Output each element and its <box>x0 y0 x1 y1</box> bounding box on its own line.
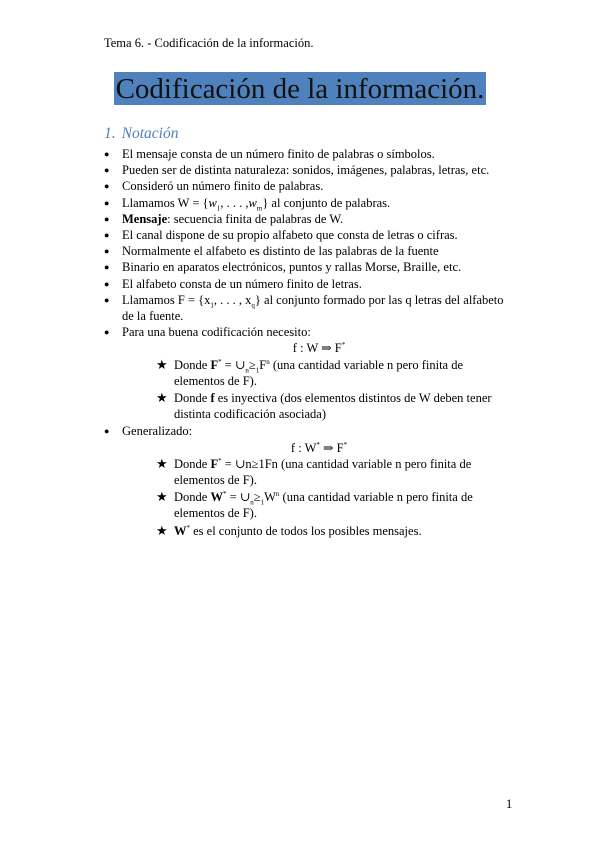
list-item <box>104 324 516 422</box>
superscript: * <box>218 456 222 465</box>
formula <box>122 440 516 456</box>
superscript: * <box>222 490 227 499</box>
bullet-text: El alfabeto consta de un número finito de letras. <box>122 276 362 291</box>
text-fragment: = ∪ <box>226 490 251 505</box>
superscript: n <box>275 490 280 499</box>
text-fragment: (una cantidad variable n pero finita de elementos de F). <box>174 490 473 521</box>
superscript: * <box>343 440 348 449</box>
star-item <box>156 456 516 488</box>
text-fragment: = ∪n≥1Fn (una cantidad variable n pero finita de elementos de F). <box>174 456 472 488</box>
title-wrapper <box>0 72 600 105</box>
list-item <box>104 162 516 178</box>
list-item <box>104 146 516 162</box>
text-fragment: Donde <box>174 391 211 406</box>
list-item <box>104 178 516 194</box>
running-header: Tema 6. - Codificación de la información. <box>104 36 314 50</box>
document-body <box>104 146 516 540</box>
section-number: 1. <box>104 125 116 142</box>
text-fragment: : secuencia finita de palabras de W. <box>167 211 344 226</box>
page-number: 1 <box>506 797 513 811</box>
list-item <box>104 227 516 243</box>
text-fragment: W <box>264 490 276 505</box>
text-fragment: Donde <box>174 490 211 505</box>
section-heading <box>104 125 178 143</box>
star-list <box>156 456 516 539</box>
text-fragment: Donde <box>174 456 211 471</box>
list-item <box>104 211 516 227</box>
list-item <box>104 243 516 259</box>
list-item <box>104 195 516 211</box>
list-item <box>104 276 516 292</box>
bold-term: W <box>174 523 187 538</box>
section-title: Notación <box>121 125 179 142</box>
math-var: w <box>208 195 217 210</box>
list-item <box>104 292 516 324</box>
superscript: n <box>266 357 270 366</box>
star-item <box>156 489 516 521</box>
bullet-list <box>104 146 516 539</box>
subscript: m <box>256 204 263 213</box>
star-item <box>156 357 516 389</box>
bullet-text: Para una buena codificación necesito: <box>122 325 311 340</box>
subscript: 1 <box>216 204 221 213</box>
text-fragment: es el conjunto de todos los posibles mensajes. <box>190 523 422 538</box>
text-fragment: , . . . , x <box>213 292 252 307</box>
formula-text: ⇒ F <box>319 440 344 455</box>
bold-term: F <box>210 456 219 471</box>
math-var: w <box>248 195 257 210</box>
formula-text: f : W <box>290 440 317 455</box>
text-fragment: , . . . , <box>220 195 249 210</box>
star-item <box>156 390 516 422</box>
text-fragment: } al conjunto formado por las q letras del alfabeto de la fuente. <box>122 292 504 324</box>
superscript: * <box>186 523 190 532</box>
superscript: * <box>218 357 222 366</box>
bold-term: W <box>210 490 223 505</box>
bold-term: F <box>210 357 219 372</box>
superscript: * <box>316 440 320 449</box>
text-fragment: = ∪ <box>221 357 246 372</box>
star-item <box>156 523 516 539</box>
formula <box>122 340 516 356</box>
bullet-text: Generalizado: <box>122 424 193 439</box>
bullet-text: Binario en aparatos electrónicos, puntos y rallas Morse, Braille, etc. <box>122 260 462 275</box>
bold-term: f <box>210 391 215 406</box>
text-fragment: ≥ <box>253 490 261 505</box>
bullet-text: El mensaje consta de un número finito de palabras o símbolos. <box>122 147 435 161</box>
subscript: 1 <box>210 301 214 310</box>
text-fragment: es inyectiva (dos elementos distintos de W deben tener distinta codificación asociada) <box>174 391 492 422</box>
text-fragment: (una cantidad variable n pero finita de elementos de F). <box>174 357 464 388</box>
subscript: q <box>251 301 255 310</box>
list-item <box>104 423 516 538</box>
text-fragment: Donde <box>174 357 211 372</box>
star-list <box>156 357 516 423</box>
bullet-text: El canal dispone de su propio alfabeto que consta de letras o cifras. <box>122 228 458 243</box>
list-item <box>104 259 516 275</box>
bullet-text: Consideró un número finito de palabras. <box>122 179 324 194</box>
superscript: * <box>341 341 346 350</box>
subscript: 1 <box>260 498 265 507</box>
bold-term: Mensaje <box>122 211 168 226</box>
bullet-text: Normalmente el alfabeto es distinto de las palabras de la fuente <box>122 244 439 259</box>
bullet-text: Pueden ser de distinta naturaleza: sonidos, imágenes, palabras, letras, etc. <box>122 163 490 178</box>
subscript: 1 <box>255 366 260 375</box>
text-fragment: ≥ <box>248 357 256 372</box>
text-fragment: } al conjunto de palabras. <box>262 195 391 210</box>
document-title: Codificación de la información. <box>115 73 485 105</box>
text-fragment: Llamamos F = {x <box>122 292 211 307</box>
subscript: n <box>245 366 249 375</box>
text-fragment: Llamamos W = { <box>122 195 209 210</box>
formula-text: f : W ⇒ F <box>292 341 342 356</box>
subscript: n <box>250 498 254 507</box>
text-fragment: F <box>259 357 267 372</box>
